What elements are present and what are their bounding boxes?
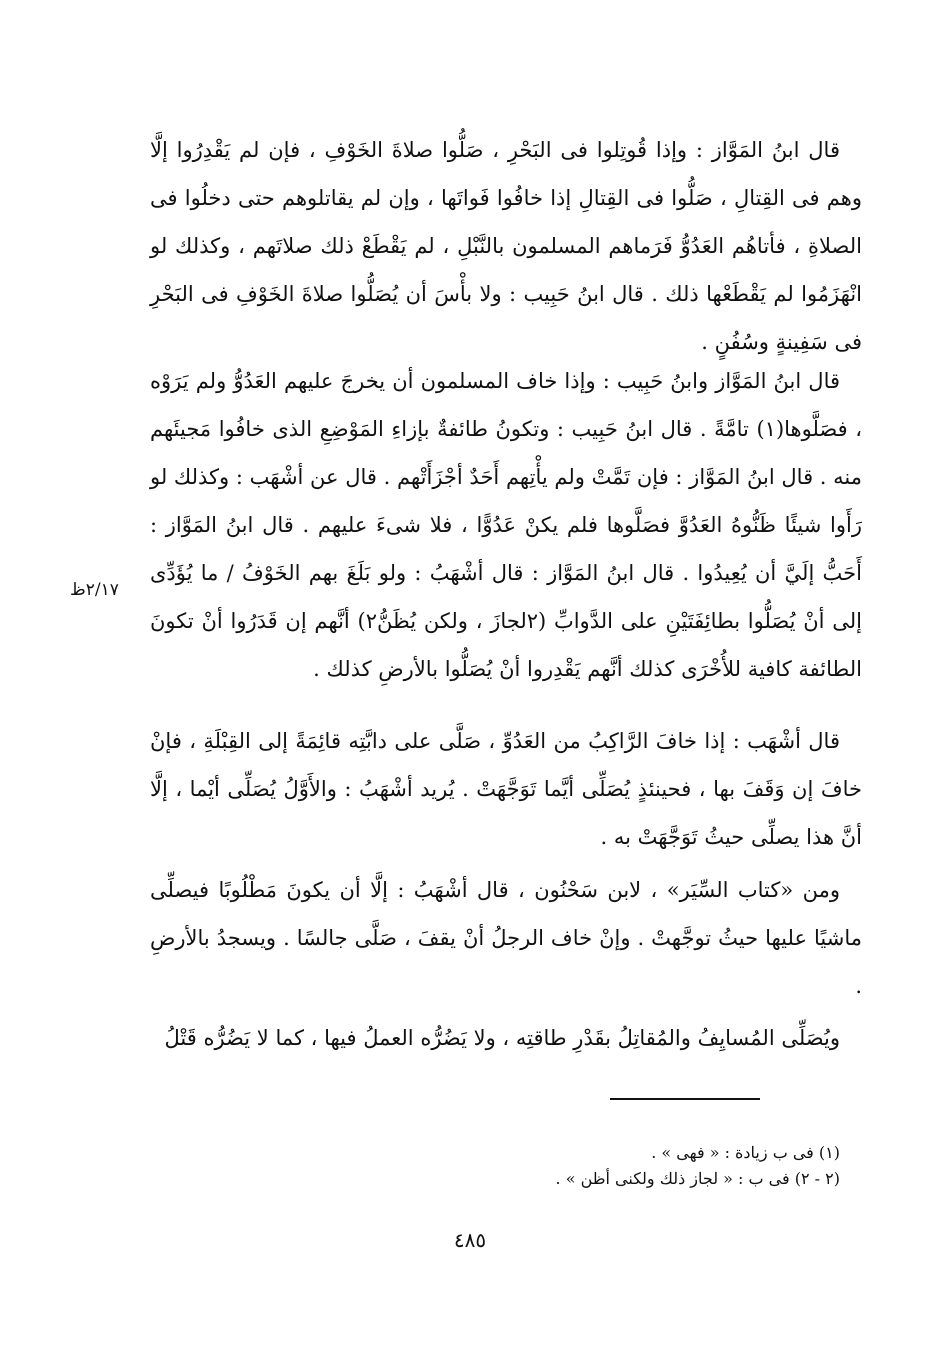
body-paragraph-3 [150,717,862,861]
paragraph-text: قال أشْهَب : إذا خافَ الرَّاكِبُ من العَدُوِّ ، صَلَّى على دابَّتِه قائِمَةً إلى القِبْلَةِ ، فإنْ خافَ إن وَقَفَ بها ، فحينئذٍ يُصَلِّى أيَّما تَوَجَّهَتْ . يُريد أشْهَبُ : والأَوَّلُ يُصَلِّى أيْما ، إلَّا أنَّ هذا يصلِّى حيثُ تَوَجَّهَتْ به . [150,729,862,849]
footnote-2: (٢ - ٢) فى ب : « لجاز ذلك ولكنى أظن » . [555,1169,840,1188]
body-paragraph-2 [150,357,862,693]
paragraph-text: ويُصَلِّى المُسايِفُ والمُقاتِلُ بقَدْرِ طاقتِه ، ولا يَضُرُّه العملُ فيها ، كما لا يَضُرُّه قَتْلُ [164,1026,840,1050]
body-paragraph-1 [150,126,862,366]
paragraph-text: قال ابنُ المَوَّاز : وإذا قُوتِلوا فى البَحْرِ ، صَلُّوا صلاةَ الخَوْفِ ، فإن لم يَقْدِرُوا إلَّا وهم فى القِتالِ ، صَلُّوا فى القِتالِ إذا خافُوا فَواتَها ، وإن لم يقاتلوهم حتى دخلُوا فى الصلاةِ ، فأتاهُم العَدُوُّ فَرَماهم المسلمون بالنَّبْلِ ، لم يَقْطَعْ ذلك صلاتَهم ، وكذلك لو انْهَزَمُوا لم يَقْطَعْها ذلك . قال ابنُ حَبِيب : ولا بأْسَ أن يُصَلُّوا صلاةَ الخَوْفِ فى البَحْرِ فى سَفِينةٍ وسُفُنٍ . [150,138,862,354]
paragraph-text: قال ابنُ المَوَّاز وابنُ حَبِيب : وإذا خاف المسلمون أن يخرجَ عليهم العَدُوُّ ولم يَرَوْه ، فصَلَّوها(١) تامَّةً . قال ابنُ حَبِيب : وتكونُ طائفةٌ بإزاءِ المَوْضِعِ الذى خافُوا مَجيئَهم منه . قال ابنُ المَوَّاز : فإن تَمَّتْ ولم يأْتِهم أَحَدٌ أجْزَأَتْهم . قال عن أشْهَب : وكذلك لو رَأَوا شيئًا ظَنُّوهُ العَدُوَّ فصَلَّوها فلم يكنْ عَدُوًّا ، فلا شىءَ عليهم . قال ابنُ المَوَّاز : أَحَبُّ إلَيَّ أن يُعِيدُوا . قال ابنُ المَوَّاز : قال أشْهَبُ : ولو بَلَغَ بهم الخَوْفُ / ما يُؤَدِّى إلى أنْ يُصَلُّوا بطائِفَتَيْنِ على الدَّوابِّ (٢لجازَ ، ولكن يُظَنُّ٢) أنَّهم إن قَدَرُوا أنْ تكونَ الطائفة كافية للأُخْرَى كذلك أنَّهم يَقْدِروا أنْ يُصَلُّوا بالأرضِ كذلك . [150,369,862,681]
footnote-1: (١) فى ب زيادة : « فهى » . [651,1143,840,1162]
paragraph-text: ومن «كتاب السِّيَر» ، لابن سَحْنُون ، قال أشْهَبُ : إلَّا أن يكونَ مَطْلُوبًا فيصلِّى ماشيًا عليها حيثُ توجَّهتْ . وإنْ خاف الرجلُ أنْ يقفَ ، صَلَّى جالسًا . ويسجدُ بالأرضِ . [150,878,862,998]
footnote-divider [610,1098,760,1100]
body-paragraph-5 [150,1014,862,1062]
page-number: ٤٨٥ [453,1228,487,1252]
body-paragraph-4 [150,866,862,1010]
manuscript-folio-note: ٢/١٧ظ [70,580,119,600]
